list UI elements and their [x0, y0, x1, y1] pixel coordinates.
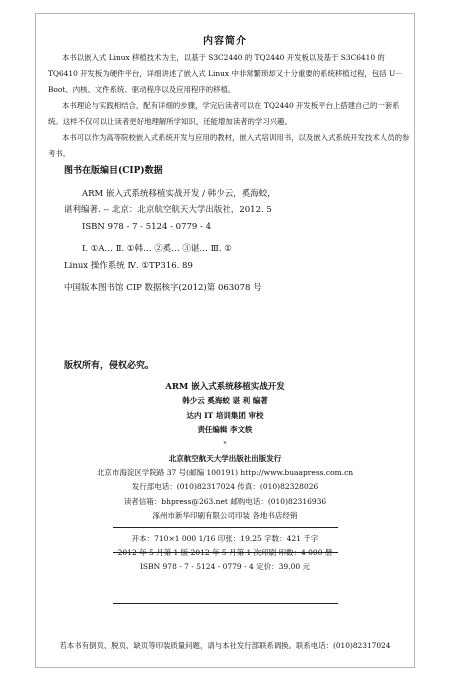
colophon [0, 380, 450, 575]
quality-notice: 若本书有倒页、脱页、缺页等印装质量问题，请与本社发行部联系调换。联系电话：(010)82317024 [59, 641, 391, 650]
colophon-editor: 责任编辑 李文轶 [197, 425, 253, 435]
cip-block [64, 186, 399, 296]
colophon-printing: 2012 年 5 月第 1 版 2012 年 5 月第 1 次印刷 印数：4 000 册 [117, 548, 333, 558]
colophon-book-title: ARM 嵌入式系统移植实战开发 [165, 382, 285, 392]
rights-notice: 版权所有，侵权必究。 [64, 361, 155, 371]
colophon-address: 北京市海淀区学院路 37 号(邮编 100191) http://www.buaapress.com.cn [96, 468, 354, 478]
intro-section [48, 50, 410, 162]
intro-title: 内容简介 [203, 36, 247, 47]
cip-isbn-line: ISBN 978 - 7 - 5124 - 0779 - 4 [82, 221, 211, 232]
divider-line [113, 527, 338, 528]
intro-paragraph: 本书以嵌入式 Linux 移植技术为主，以基于 S3C2440 的 TQ2440 开发板以及基于 S3C6410 的 TQ6410 开发板为硬件平台，详细讲述了嵌入式 Linux 中非常繁琐却又十分重要的系统移植过程，包括 U－Boot、内核、文件系统、驱动程序以及应用程序的移植。 [48, 53, 403, 94]
intro-paragraph: 本书可以作为高等院校嵌入式系统开发与应用的教材，嵌入式培训用书，以及嵌入式系统开发技术人员的参考书。 [48, 133, 410, 158]
cip-record-number: 中国版本图书馆 CIP 数据核字(2012)第 063078 号 [64, 283, 262, 294]
colophon-authors: 韩少云 奚海蛟 谌 利 编著 [182, 396, 268, 406]
colophon-publisher: 北京航空航天大学出版社出版发行 [168, 453, 282, 463]
cip-heading: 图书在版编目(CIP)数据 [64, 166, 163, 176]
cip-class-line: Ⅰ. ①A… Ⅱ. ①韩… ②奚… ③谌… Ⅲ. ① [82, 244, 232, 255]
colophon-sales-phone: 发行部电话：(010)82317024 传真：(010)82328026 [131, 482, 319, 492]
colophon-email: 读者信箱：bhpress@263.net 邮购电话：(010)82316936 [123, 496, 327, 506]
star-divider: * [223, 440, 227, 448]
colophon-printer: 涿州市新华印刷有限公司印装 各地书店经销 [152, 511, 298, 521]
cip-class-line-2: Linux 操作系统 Ⅳ. ①TP316. 89 [64, 260, 193, 271]
divider-line [113, 603, 338, 604]
cip-title-line: ARM 嵌入式系统移植实战开发 / 韩少云，奚海蛟， [82, 189, 276, 199]
divider-line [113, 552, 338, 553]
intro-paragraph: 本书理论与实践相结合，配有详细的步骤，学完后读者可以在 TQ2440 开发板平台上搭建自己的一套系统。这样不仅可以让读者更好地理解所学知识，还能增加读者的学习兴趣。 [48, 101, 400, 126]
colophon-specs: 开本：710×1 000 1/16 印张：19.25 字数：421 千字 [131, 533, 319, 543]
cip-author-line: 谌利编著. -- 北京：北京航空航天大学出版社，2012. 5 [64, 205, 272, 216]
colophon-isbn-price: ISBN 978 - 7 - 5124 - 0779 - 4 定价：39.00 元 [139, 562, 311, 572]
colophon-reviewer: 达内 IT 培训集团 审校 [186, 410, 264, 420]
